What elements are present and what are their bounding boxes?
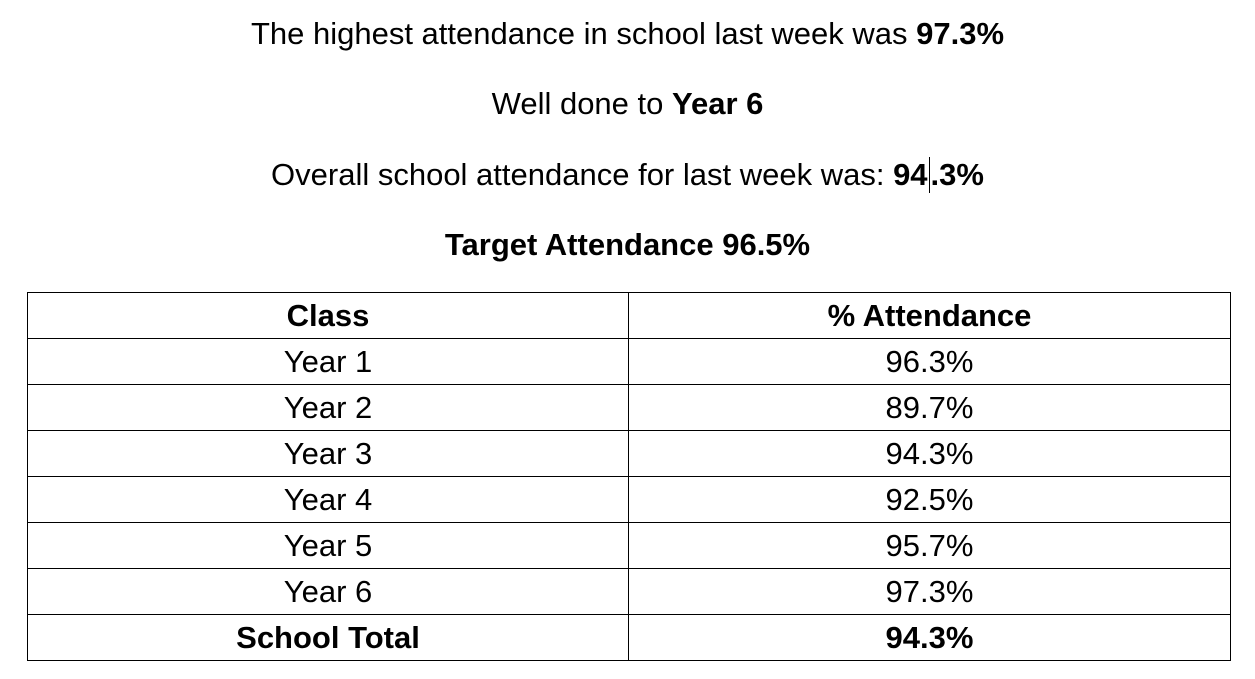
well-done-text: Well done to: [491, 86, 672, 121]
cell-attendance: 96.3%: [629, 339, 1231, 385]
well-done-line: [0, 86, 1255, 122]
total-label: School Total: [28, 615, 629, 661]
attendance-table: [27, 292, 1231, 661]
cell-attendance: 89.7%: [629, 385, 1231, 431]
cell-class: Year 2: [28, 385, 629, 431]
well-done-class: Year 6: [672, 86, 764, 121]
table-row: [28, 431, 1231, 477]
cell-attendance: 97.3%: [629, 569, 1231, 615]
table-row: [28, 385, 1231, 431]
cell-class: Year 6: [28, 569, 629, 615]
text-cursor: [929, 157, 930, 193]
cell-class: Year 5: [28, 523, 629, 569]
table-row: [28, 477, 1231, 523]
cell-attendance: 95.7%: [629, 523, 1231, 569]
table-total-row: [28, 615, 1231, 661]
table-row: [28, 569, 1231, 615]
cell-class: Year 1: [28, 339, 629, 385]
overall-attendance-value-part1: 94: [893, 157, 928, 192]
target-attendance: Target Attendance 96.5%: [444, 227, 811, 262]
cell-class: Year 4: [28, 477, 629, 523]
header-class: Class: [28, 293, 629, 339]
highest-attendance-line: [0, 16, 1255, 52]
overall-attendance-text: Overall school attendance for last week was:: [271, 157, 894, 192]
overall-attendance-value-part2: .3%: [930, 157, 984, 192]
overall-attendance-line[interactable]: [0, 157, 1255, 193]
highest-attendance-value: 97.3%: [916, 16, 1005, 51]
cell-attendance: 94.3%: [629, 431, 1231, 477]
header-attendance: % Attendance: [629, 293, 1231, 339]
highest-attendance-text: The highest attendance in school last week was: [250, 16, 917, 51]
table-row: [28, 339, 1231, 385]
cell-class: Year 3: [28, 431, 629, 477]
table-header-row: [28, 293, 1231, 339]
total-attendance: 94.3%: [629, 615, 1231, 661]
table-row: [28, 523, 1231, 569]
cell-attendance: 92.5%: [629, 477, 1231, 523]
